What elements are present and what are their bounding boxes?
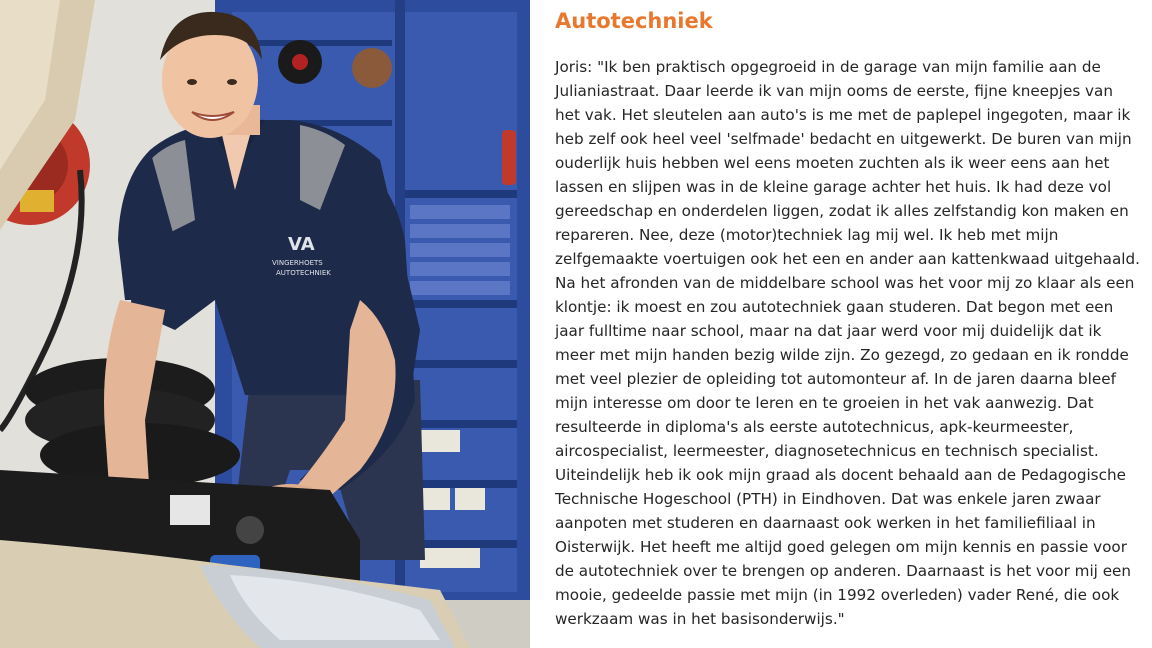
body-line: ouderlijk huis hebben wel eens moeten zuchten als ik weer eens aan het: [555, 154, 1110, 172]
body-line: mooie, gedeelde passie met mijn (in 1992 overleden) vader René, die ook: [555, 586, 1120, 604]
body-line: klontje: ik moest en zou autotechniek gaan studeren. Dat begon met een: [555, 298, 1114, 316]
body-line: zelfgemaakte voertuigen ook het een en ander aan kattenkwaad uitgehaald.: [555, 250, 1140, 268]
page-title: Autotechniek: [555, 9, 713, 33]
svg-text:VA: VA: [288, 234, 315, 255]
body-line: Technische Hogeschool (PTH) in Eindhoven. Dat was enkele jaren zwaar: [555, 490, 1101, 508]
article-body: [555, 55, 1145, 631]
mechanic-photo: [0, 0, 530, 648]
body-line: gereedschap en onderdelen liggen, zodat ik alles zelfstandig kon maken en: [555, 202, 1129, 220]
body-line: met veel plezier de opleiding tot automonteur af. In de jaren daarna bleef: [555, 370, 1116, 388]
shirt-logo-line1: VINGERHOETS: [272, 259, 323, 267]
article: [555, 6, 1145, 642]
body-line: het vak. Het sleutelen aan auto's is me met de paplepel ingegoten, maar ik: [555, 106, 1131, 124]
body-line: meer met mijn handen bezig wilde zijn. Zo gezegd, zo gedaan en ik rondde: [555, 346, 1129, 364]
body-line: Joris: "Ik ben praktisch opgegroeid in de garage van mijn familie aan de: [555, 58, 1101, 76]
body-line: mijn interesse om door te leren en te groeien in het vak aanwezig. Dat: [555, 394, 1094, 412]
body-line: heb zelf ook heel veel 'selfmade' bedacht en uitgewerkt. De buren van mijn: [555, 130, 1132, 148]
shirt-logo-line2: AUTOTECHNIEK: [276, 269, 331, 277]
body-line: jaar fulltime naar school, maar na dat jaar werd voor mij duidelijk dat ik: [555, 322, 1102, 340]
body-line: resulteerde in diploma's als eerste autotechnicus, apk-keurmeester,: [555, 418, 1074, 436]
body-line: Oisterwijk. Het heeft me altijd goed gelegen om mijn kennis en passie voor: [555, 538, 1127, 556]
body-line: Na het afronden van de middelbare school was het voor mij zo klaar als een: [555, 274, 1135, 292]
body-line: werkzaam was in het basisonderwijs.": [555, 610, 845, 628]
body-line: repareren. Nee, deze (motor)techniek lag mij wel. Ik heb met mijn: [555, 226, 1059, 244]
body-line: Uiteindelijk heb ik ook mijn graad als docent behaald aan de Pedagogische: [555, 466, 1126, 484]
body-line: Julianiastraat. Daar leerde ik van mijn ooms de eerste, fijne kneepjes van: [555, 82, 1113, 100]
mechanic-photo-illustration: [0, 0, 530, 648]
body-line: de autotechniek over te brengen op anderen. Daarnaast is het voor mij een: [555, 562, 1132, 580]
body-line: lassen en slijpen was in de kleine garage achter het huis. Ik had deze vol: [555, 178, 1112, 196]
body-line: aanpoten met studeren en daarnaast ook werken in het familiefiliaal in: [555, 514, 1096, 532]
body-line: aircospecialist, leermeester, diagnosetechnicus en technisch specialist.: [555, 442, 1099, 460]
